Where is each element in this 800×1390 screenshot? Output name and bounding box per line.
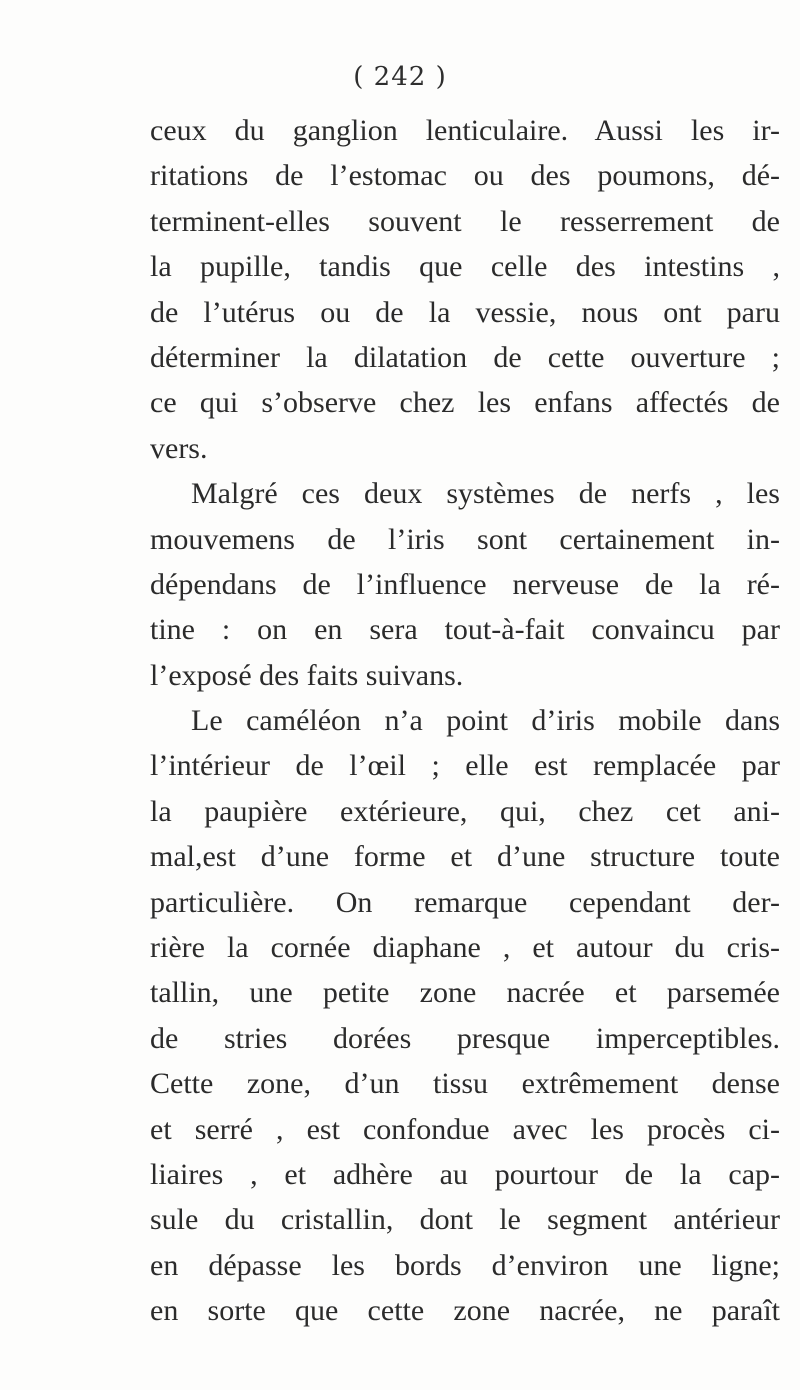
text-line: particulière. On remarque cependant der- [150,885,780,919]
paragraph-end-line: l’exposé des faits suivans. [150,658,464,692]
text-line: de l’utérus ou de la vessie, nous ont paru [150,295,780,329]
paragraph-start-line: Le caméléon n’a point d’iris mobile dans [191,704,780,738]
text-line: l’intérieur de l’œil ; elle est remplacée par [150,749,780,783]
text-line: ritations de l’estomac ou des poumons, dé- [150,159,780,193]
text-line: terminent-elles souvent le resserrement de [150,204,780,238]
paragraph-start-line: Malgré ces deux systèmes de nerfs , les [191,477,780,511]
text-line: mouvemens de l’iris sont certainement in- [150,522,780,556]
page-number: ( 242 ) [353,62,447,92]
text-line: ce qui s’observe chez les enfans affectés de [150,386,780,420]
text-line: déterminer la dilatation de cette ouverture ; [150,340,780,374]
text-line: dépendans de l’influence nerveuse de la ré- [150,567,780,601]
text-line: la pupille, tandis que celle des intestins , [150,250,780,284]
text-line: tine : on en sera tout-à-fait convaincu par [150,613,780,647]
text-line: et serré , est confondue avec les procès ci- [150,1112,780,1146]
text-line: de stries dorées presque imperceptibles. [150,1021,780,1055]
text-line: Cette zone, d’un tissu extrêmement dense [150,1067,780,1101]
text-line: en sorte que cette zone nacrée, ne paraît [150,1294,780,1328]
text-line: rière la cornée diaphane , et autour du cris- [150,931,780,965]
text-line: la paupière extérieure, qui, chez cet ani- [150,794,780,828]
text-line: liaires , et adhère au pourtour de la cap- [150,1157,780,1191]
text-line: en dépasse les bords d’environ une ligne; [150,1248,780,1282]
text-line: tallin, une petite zone nacrée et parsemée [150,976,780,1010]
text-line: sule du cristallin, dont le segment antérieur [150,1203,780,1237]
text-line: mal,est d’une forme et d’une structure toute [150,840,780,874]
body-text [150,108,780,1334]
text-line: ceux du ganglion lenticulaire. Aussi les ir- [150,114,780,147]
paragraph-end-line: vers. [150,431,208,465]
